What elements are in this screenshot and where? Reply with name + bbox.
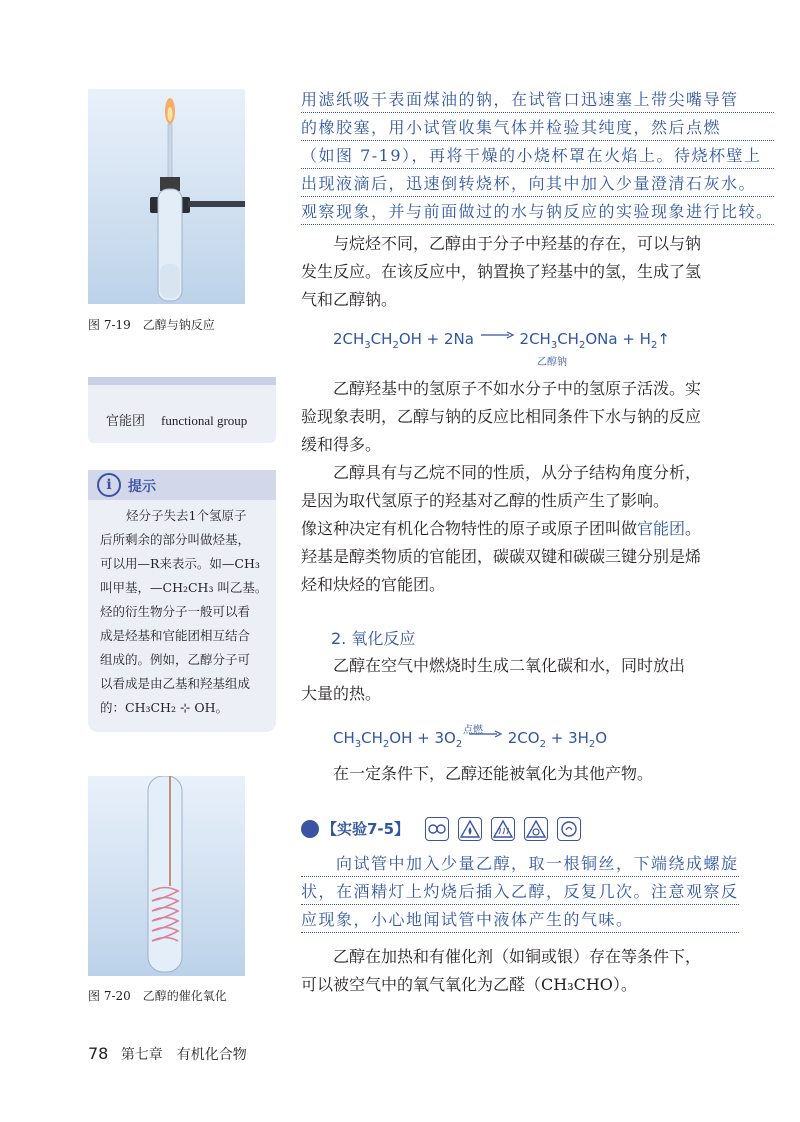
paragraph-line: 发生反应。在该反应中，钠置换了羟基中的氢，生成了氢 <box>301 262 702 281</box>
procedure-line: 观察现象，并与前面做过的水与钠反应的实验现象进行比较。 <box>301 200 774 225</box>
eq-sub: 2 <box>382 739 390 750</box>
safety-icons <box>425 817 581 844</box>
procedure-line: 出现液滴后，迅速倒转烧杯，向其中加入少量澄清石灰水。 <box>301 172 774 197</box>
eq-sub: 2 <box>650 340 658 351</box>
glossary-term-zh: 官能团 <box>106 414 146 429</box>
eq-text: OH + 2Na <box>398 330 474 348</box>
eq-sub: 2 <box>578 340 586 351</box>
paragraph-line <box>301 515 701 543</box>
paragraph-line: 烃和炔烃的官能团。 <box>301 575 446 594</box>
eq-text: ONa + H <box>585 330 651 348</box>
tip-line: 后所剩余的部分叫做烃基， <box>100 532 251 547</box>
paragraph-5: 在一定条件下，乙醇还能被氧化为其他产物。 <box>301 764 654 783</box>
eq-text: CH <box>333 729 355 747</box>
paragraph-line: 与烷烃不同，乙醇由于分子中羟基的存在，可以与钠 <box>301 234 702 253</box>
paragraph-1 <box>301 230 701 314</box>
eq-sub: 2 <box>455 739 463 750</box>
paragraph-text: 像这种决定有机化合物特性的原子或原子团叫做 <box>301 519 638 538</box>
paragraph-line: 乙醇在空气中燃烧时生成二氧化碳和水，同时放出 <box>301 656 686 675</box>
tip-header <box>88 470 276 500</box>
paragraph-2 <box>301 375 701 459</box>
procedure-block-2 <box>301 852 739 933</box>
tip-line: 组成的。例如，乙醇分子可 <box>100 652 251 667</box>
paragraph-line: 乙醇在加热和有催化剂（如铜或银）存在等条件下， <box>301 947 702 966</box>
experiment-bullet-icon <box>301 820 319 838</box>
flame-warning-icon <box>458 817 482 841</box>
eq-sub: 3 <box>550 340 558 351</box>
tip-line: 叫甲基，—CH₂CH₃ 叫乙基。 <box>100 580 268 595</box>
procedure-line: （如图 7-19），再将干燥的小烧杯罩在火焰上。待烧杯壁上 <box>301 144 774 169</box>
paragraph-line: 可以被空气中的氧气氧化为乙醛（CH₃CHO）。 <box>301 975 637 994</box>
functional-group-term: 官能团 <box>637 519 686 538</box>
eq-text: + 3H <box>545 729 589 747</box>
paragraph-text: 。 <box>685 519 702 538</box>
glossary-term-en: functional group <box>161 413 248 428</box>
goggles-icon <box>425 817 449 841</box>
paragraph-line: 羟基是醇类物质的官能团，碳碳双键和碳碳三键分别是烯 <box>301 547 702 566</box>
reaction-condition-ignite: 点燃 <box>463 725 483 736</box>
section-heading-oxidation: 2. 氧化反应 <box>331 629 416 648</box>
glossary-term <box>106 410 247 429</box>
paragraph-line: 乙醇具有与乙烷不同的性质，从分子结构角度分析， <box>301 463 702 482</box>
procedure-line: 向试管中加入少量乙醇，取一根铜丝，下端绕成螺旋 <box>301 852 739 877</box>
paragraph-line: 乙醇羟基中的氢原子不如水分子中的氢原子活泼。实 <box>301 379 702 398</box>
paragraph-4 <box>301 652 685 708</box>
tip-line: 成是烃基和官能团相互结合 <box>100 628 251 643</box>
eq-text: CH <box>557 330 579 348</box>
equation-combustion <box>333 729 607 750</box>
eq-text: 2CO <box>507 729 540 747</box>
paragraph-line: 验现象表明，乙醇与钠的反应比相同条件下水与钠的反应 <box>301 407 702 426</box>
eq-text: OH + 3O <box>389 729 456 747</box>
tip-line: 烃分子失去1个氢原子 <box>126 508 247 523</box>
copper-spiral-test-tube-illustration <box>88 776 245 976</box>
eq-sub: 2 <box>539 739 546 750</box>
figure-7-19-photo <box>88 89 245 304</box>
eq-text: CH <box>370 330 393 348</box>
wash-hands-icon <box>557 817 581 841</box>
equation-sodium-reaction <box>333 330 670 351</box>
paragraph-line: 大量的热。 <box>301 684 382 703</box>
reaction-arrow-icon <box>467 725 503 743</box>
hot-surface-icon <box>491 817 515 841</box>
eq-text: 2CH <box>333 330 365 348</box>
procedure-line: 状，在酒精灯上灼烧后插入乙醇，反复几次。注意观察反 <box>301 880 739 905</box>
eq-text: CH <box>361 729 383 747</box>
paragraph-line: 气和乙醇钠。 <box>301 290 398 309</box>
eq-sub: 3 <box>354 739 362 750</box>
chapter-title: 第七章 有机化合物 <box>120 1047 247 1063</box>
figure-7-19-caption: 图 7-19 乙醇与钠反应 <box>88 318 215 332</box>
paragraph-line: 是因为取代氢原子的羟基对乙醇的性质产生了影响。 <box>301 491 670 510</box>
gas-arrow: ↑ <box>657 330 670 348</box>
procedure-block-1 <box>301 88 774 225</box>
tip-title: 提示 <box>128 479 156 495</box>
procedure-line: 应现象，小心地闻试管中液体产生的气味。 <box>301 908 739 933</box>
reaction-arrow-icon <box>479 326 515 344</box>
page-number: 78 <box>88 1044 109 1063</box>
experiment-title: 【实验7-5】 <box>322 820 410 838</box>
ventilation-icon <box>524 817 548 841</box>
tip-line: 的：CH₃CH₂ ⊹ OH。 <box>100 700 229 715</box>
glossary-box <box>88 377 276 443</box>
procedure-line: 的橡胶塞，用小试管收集气体并检验其纯度，然后点燃 <box>301 116 774 141</box>
tip-content <box>100 504 267 720</box>
paragraph-line: 缓和得多。 <box>301 435 382 454</box>
test-tube-flame-illustration <box>88 89 245 304</box>
equation-label-sodium-ethoxide: 乙醇钠 <box>537 357 567 368</box>
tip-line: 烃的衍生物分子一般可以看 <box>100 604 251 619</box>
tip-line: 可以用—R来表示。如—CH₃ <box>100 556 260 571</box>
eq-text: 2CH <box>519 330 551 348</box>
eq-text: O <box>595 729 608 747</box>
tip-box <box>88 470 276 732</box>
tip-line: 以看成是由乙基和羟基组成 <box>100 676 251 691</box>
info-icon: i <box>97 473 121 497</box>
paragraph-6 <box>301 943 701 999</box>
eq-sub: 2 <box>588 739 596 750</box>
figure-7-20-photo <box>88 776 245 976</box>
eq-sub: 2 <box>392 340 399 351</box>
figure-7-20-caption: 图 7-20 乙醇的催化氧化 <box>88 989 227 1003</box>
paragraph-3 <box>301 459 701 599</box>
eq-sub: 3 <box>364 340 371 351</box>
page-footer <box>88 1044 247 1064</box>
procedure-line: 用滤纸吸干表面煤油的钠，在试管口迅速塞上带尖嘴导管 <box>301 88 774 113</box>
